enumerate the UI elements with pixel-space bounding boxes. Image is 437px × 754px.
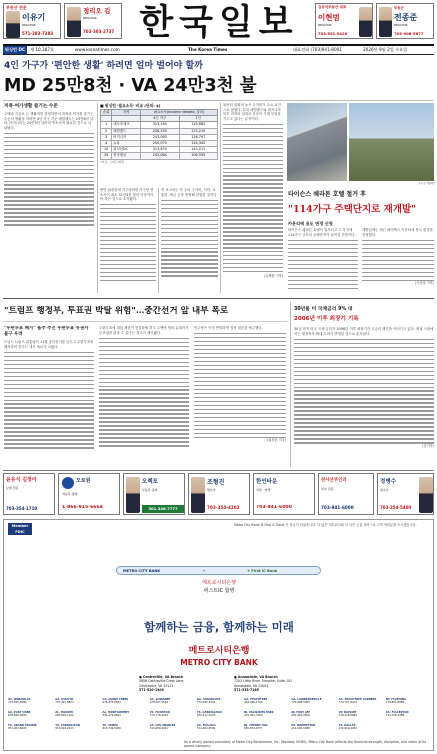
stats-table [100, 109, 218, 160]
ads-rule [3, 470, 434, 471]
branch-address: 5856 Centreville Crest Lane, [139, 679, 185, 684]
table-row [101, 122, 218, 128]
branch-address: 7202 Little River Turnpike, Suite 101 [234, 679, 293, 684]
table-cell: 143,011 [179, 147, 217, 153]
branch-grid-item [102, 724, 147, 736]
trump-subhead: "우편투표 폐지" 흘추 추진 우편투표 유권자 불구 우려 [4, 326, 89, 337]
ad-realtor-kim-tag: REALTOR [83, 16, 97, 20]
branch-phone: 770-495-3344 [196, 701, 216, 705]
branch-grid-item [386, 698, 431, 710]
trump-headline: "트럼프 행정부, 투표권 박탈 위험"…중간선거 앞 내부 폭로 [4, 306, 229, 316]
branch-city: GA. JOHNS CREEK [102, 698, 129, 701]
ad-realtor-lee-right-company: 김중석부동산 대표 [318, 5, 347, 9]
bank-stamp-line2: 퍼스트IC 합병 [203, 588, 235, 594]
table-cell: 106,555 [179, 153, 217, 159]
photo-store-shelves [287, 103, 347, 181]
lead-body-col2 [100, 188, 156, 290]
housing-headline: "114가구 주택단지로 재개발" [288, 204, 417, 215]
branch-phone: 213-459-4441 [149, 727, 169, 731]
trump-body-col3-text: 민주당은 즉각 반발하며 법적 대응을 예고했다. [194, 326, 263, 330]
dateline-url[interactable]: www.koreatimes.com [75, 47, 120, 52]
stats-table-body [101, 122, 218, 159]
branch-phone: 972-417-1970 [196, 714, 216, 718]
branch-phone: 718-661-8889 [385, 701, 405, 705]
branch-phone: 972-919-2222 [338, 727, 357, 731]
ad-realtor-kim-phone: 703-303-2737 [83, 29, 115, 34]
branch-grid-item [102, 711, 147, 723]
ad-local-3-phone: 301.346.7777 [142, 505, 184, 513]
fdic-label: FDIC [15, 530, 25, 534]
branch-grid-item [291, 724, 336, 736]
agent-photo [419, 477, 433, 513]
agent-photo [191, 477, 205, 513]
bank-ad [3, 519, 434, 751]
table-header: 순위 [101, 110, 112, 116]
agent-photo [126, 477, 140, 513]
table-cell: 뉴욕 [112, 141, 141, 147]
photo-caption-right: (구글 캡쳐) [419, 182, 434, 185]
branch-phone: 571-535-7165 [234, 688, 259, 693]
branch-city: AL. HOOVER [55, 711, 74, 714]
ad-local-6-tag: 여성 전문 [321, 487, 334, 491]
ad-realtor-jeon-phone: 703-906-5677 [394, 31, 424, 36]
branch-grid-item [102, 698, 147, 710]
ad-realtor-jeon-company: 부동산 [394, 6, 404, 10]
trump-byline: (워싱턴 지국) [267, 438, 286, 443]
table-cell: 124,342 [179, 141, 217, 147]
branch-phone: 571-520-1900 [139, 688, 164, 693]
branch-grid-item [8, 724, 53, 736]
ad-local-6-phone: 703-941-6000 [321, 505, 354, 510]
trump-rule [3, 321, 287, 322]
ad-local-1-tag: 보험 전문 [6, 486, 19, 490]
table-header: 지역 [112, 110, 141, 116]
table-cell: 매사추세츠 [112, 122, 141, 128]
ad-realtor-lee-right-name: 이현범 [318, 13, 340, 22]
edition-badge: 워싱턴 DC [4, 47, 26, 52]
branch-grid-item [55, 724, 100, 736]
table-cell: 129,882 [179, 122, 217, 128]
table-cell: 250,070 [141, 141, 179, 147]
branch-city: NY. FLUSHING [385, 698, 407, 701]
table-cell: 242,064 [141, 153, 179, 159]
rates-headline2: 2006년 이후 최장기 기록 [294, 316, 359, 322]
lead-body-col2-text: 반면 워싱턴에 거주하려면 가구당 연소득이 최소 31만3천 달러 이상이어야 하는 것으로 조사됐다. [100, 188, 154, 201]
bank-stamp [169, 579, 269, 595]
branch-phone: 404-260-1700 [244, 701, 263, 705]
ad-realtor-lee-tag: REALTOR [22, 23, 36, 27]
branch-phone: 334-279-8843 [102, 714, 121, 718]
branch-grid-item [8, 698, 53, 710]
masthead-title: 한국일보 [139, 3, 299, 43]
section-rule [3, 298, 434, 299]
ad-local-7-phone: 703-354-5400 [380, 505, 412, 510]
ad-local-4 [188, 473, 250, 515]
table-row [101, 134, 218, 140]
dateline-date: 2026년 9월 2일 수요일 [363, 47, 408, 52]
branch-grid-item [197, 698, 242, 710]
stats-table-source: *자료: 스마트애셋 [100, 159, 124, 164]
branch-city: TX. DALLAS [338, 724, 356, 727]
bank-left-brand: METRO CITY BANK [123, 569, 161, 573]
ad-local-5-name: 한인타운 [256, 479, 278, 485]
branch-grid-item [339, 724, 384, 736]
table-cell: 워싱턴DC [112, 147, 141, 153]
dateline-brand: The Korea Times [188, 47, 228, 52]
ad-realtor-lee-right [315, 3, 373, 39]
branch-grid-item [55, 711, 100, 723]
bank-merger-bar [116, 566, 321, 575]
table-subheader: 1인 [179, 116, 217, 122]
bank-stamp-line1: 메트로시티은행 [202, 580, 236, 586]
branch-phone: 770-727-6474 [338, 701, 357, 705]
branch-city: GA. SUWANEE [149, 698, 171, 701]
branch-phone: 770-638-1900 [291, 701, 310, 705]
agent-photo [6, 11, 20, 38]
branch-city: AL. MONTGOMERY [102, 711, 130, 714]
trump-body-col2-text: 우편투표에 대한 제한이 현실화될 경우 수백만 명의 유권자가 투표권을 잃을 수 있다는 경고가 제기됐다. [99, 326, 189, 335]
dateline-strip [3, 46, 434, 54]
branch-grid-item [244, 711, 289, 723]
table-cell: 2 [101, 128, 112, 134]
branch-city: GA. PEACHTREE [244, 698, 268, 701]
ad-realtor-lee-company: 부동산 전문 [6, 5, 27, 10]
lead-headline: MD 25만8천 · VA 24만3천 불 [4, 76, 257, 96]
arrow-right-icon: → [202, 569, 206, 573]
lead-subhead: 저축·여가생활 즐기는 수준 [4, 104, 58, 109]
table-cell: 313,165 [141, 122, 179, 128]
ad-local-7-tag: 변호사 [380, 488, 389, 492]
rates-body [294, 327, 434, 466]
trump-body-col3 [194, 326, 286, 466]
branch-phone: 201-947-0300 [291, 714, 310, 718]
branch-grid-item [386, 711, 431, 723]
rates-body-text: 30년 만기 미국 국채 금리가 2006년 이후 최장기간 고금리 행진을 이어가고 있다. 채권 시장에서는 재정적자 확대 우려가 반영된 것으로 분석된다. [294, 327, 434, 336]
table-cell: 메릴랜드 [112, 128, 141, 134]
branch-city: TX. CARROLLTON [196, 711, 222, 714]
lead-rule [3, 100, 434, 101]
housing-body-col1-text: 타이슨스 쉐라톤 호텔이 철거되고 그 부지에 114가구 규모의 주택단지가 들어설 전망이다. [288, 228, 356, 237]
bank-name-korean: 메트로시티은행 [188, 646, 250, 656]
bank-merger-notice: Metro City Bank 와 First IC Bank 가 하나가 되었습니다. 더 넓은 네트워크와 더 나은 금융 서비스로 고객 여러분을 모시겠습니다. [234, 523, 417, 527]
ad-realtor-lee-name: 이유기 [22, 13, 46, 22]
ad-local-2-phone: 1-866-915-6664 [62, 505, 103, 510]
ad-local-4-tag: 변호사 [207, 488, 216, 492]
table-cell: 4 [101, 141, 112, 147]
fdic-member-label: Member [11, 524, 29, 528]
lead-byline: (유제원 기자) [264, 274, 283, 279]
agent-photo [67, 7, 81, 37]
ad-local-4-name: 조형진 [207, 479, 225, 486]
branch-city: GA. PEACHTREE CORNERS [338, 698, 377, 701]
ad-local-1-name: 윤유식 김정아 [6, 477, 37, 483]
ad-local-5 [253, 473, 315, 515]
lead-body-col3 [161, 188, 218, 290]
table-cell: 전국평균 [112, 153, 141, 159]
branch-address: Centreville, VA 20121 [139, 683, 174, 688]
branch-centreville [139, 675, 219, 693]
lead-body-col4-text: 워싱턴 일원의 높은 주거비가 주요 요인으로 꼽혔다. 특히 메릴랜드와 버지니아 북부 지역의 임대료 상승이 가계 부담을 키우고 있다는 분석이다. [223, 103, 281, 121]
branch-phone: 972-903-6900 [8, 727, 27, 731]
branch-phone: 714-738-4988 [385, 714, 405, 718]
masthead-rule-bottom [3, 54, 434, 55]
trump-body-col1 [4, 340, 94, 466]
ad-realtor-jeon-name: 전종준 [394, 13, 418, 22]
bank-footnote: As a wholly owned subsidiary of Metro City Bankshares, Inc. (Nasdaq: MCBS), Metro City Bank reflects the financial strength, discipline, and vision of its parent company. [184, 740, 427, 749]
lead-kicker: 4인 가구가 '편안한 생활' 하려면 얼마 벌어야 할까 [4, 61, 203, 71]
branch-grid-item [8, 711, 53, 723]
table-row [101, 147, 218, 153]
ad-local-1-phone: 703-354-1710 [6, 506, 38, 511]
ad-local-1 [3, 473, 55, 515]
branch-name: ● Centreville, VA Branch [139, 675, 184, 679]
dateline-issue: 제 10,387호 [30, 47, 55, 52]
branch-address: Annandale, VA 22003 [234, 683, 269, 688]
bank-name-english: METRO CITY BANK [180, 658, 258, 667]
ad-local-7-name: 정병수 [380, 479, 396, 485]
ad-realtor-jeon-tag: REALTOR [394, 23, 408, 27]
branch-phone: 770-497-8833 [55, 701, 74, 705]
dateline-phone: 대표전화 (703)941-8001 [293, 47, 342, 52]
agent-photo [379, 7, 392, 37]
branch-phone: 770-455-4989 [8, 701, 27, 705]
table-cell: 버지니아 [112, 134, 141, 140]
housing-kicker: 타이슨스 쉐라톤 호텔 철거 후 [288, 191, 366, 198]
table-header: 필요소득(Income needed, 달러) [141, 110, 218, 116]
branch-grid-item [339, 698, 384, 710]
branch-grid-item [291, 698, 336, 710]
lead-body-col4 [223, 103, 283, 290]
branch-grid-item [339, 711, 384, 723]
branch-city: GA. DORAVILLE [8, 698, 31, 701]
lead-body-col1 [4, 112, 94, 267]
branch-phone: 678-466-1880 [8, 714, 27, 718]
branch-phone: 813-749-5000 [102, 727, 121, 731]
branch-phone: 718-224-8883 [338, 714, 357, 718]
ad-local-5-phone: 703-941-6000 [256, 505, 292, 510]
photo-house [349, 103, 434, 181]
branch-phone: 713-776-4433 [149, 714, 169, 718]
fdic-badge [8, 523, 32, 535]
branch-city: NJ. PALISADES PARK [244, 711, 274, 714]
table-row [101, 128, 218, 134]
table-cell: 126,797 [179, 134, 217, 140]
branch-city: CA. Fullerton [196, 724, 216, 727]
table-subheader: 4인 가구 [141, 116, 179, 122]
branch-grid-item [150, 724, 195, 736]
table-cell: 258,250 [141, 128, 179, 134]
ad-realtor-jeon [376, 3, 434, 39]
branch-grid-item [244, 724, 289, 736]
rates-byline: (김기자) [422, 443, 434, 448]
bank-right-brand: + First IC Bank [247, 569, 278, 573]
table-cell: 1 [101, 122, 112, 128]
table-row [101, 141, 218, 147]
branch-phone: 678-474-8833 [102, 701, 121, 705]
branch-annandale [234, 675, 319, 693]
housing-subhead: 카운티에 용도 변경 신청 [288, 221, 333, 226]
branch-phone: 678-207-5544 [149, 701, 169, 705]
ad-local-6 [318, 473, 374, 515]
branch-city: NY. MANHATTAN [291, 724, 316, 727]
trump-body-col1-text: 도널드 트럼프 대통령이 11월 중간선거를 앞두고 우편투표를 폐지하려 한다는 내부 폭로가 나왔다. [4, 340, 94, 349]
col-divider [290, 302, 291, 467]
trump-body-col2 [99, 326, 189, 466]
branch-grid [8, 698, 431, 736]
branch-phone: 201-461-7200 [244, 714, 263, 718]
stats-table-block [100, 103, 218, 185]
branch-city: TX. CARROLLTON [55, 724, 81, 727]
ad-realtor-kim [64, 3, 122, 39]
ad-local-3-name: 오렉포 [142, 479, 158, 485]
ad-local-4-phone: 703-354-4202 [207, 505, 240, 510]
ad-local-2-tag: 자동차 판매 [62, 492, 78, 496]
branch-grid-item [291, 711, 336, 723]
ad-local-2-name: 오토원 [76, 478, 91, 484]
branch-grid-item [150, 698, 195, 710]
col-divider [220, 103, 221, 293]
branch-phone: 212-691-1088 [291, 727, 310, 731]
branch-grid-item [55, 698, 100, 710]
lead-body-col1-text: 주택과 식음료 등 생활비를 충당하면서 저축과 여가를 즐기는 수준의 생활을 하려면 4인 가구 기준 메릴랜드는 25만8천 달러, 버지니아는 24만3천 달러의 연소득이 필요한 것으로 나타났다. [4, 112, 94, 130]
ad-realtor-lee-phone: 571-283-7383 [22, 31, 54, 36]
ad-local-6-name: 천사산부인과 [321, 478, 347, 483]
housing-body-col2 [362, 228, 434, 293]
branch-grid-item [244, 698, 289, 710]
ad-logo-icon [62, 477, 74, 489]
housing-byline: (이창열 기자) [415, 280, 434, 285]
branch-city: GA. LAWRENCEVILLE [291, 698, 322, 701]
table-cell: 10 [101, 147, 112, 153]
col-divider [97, 103, 98, 293]
branch-phone: 714-462-8500 [196, 727, 216, 731]
bank-slogan: 함께하는 금융, 함께하는 미래 [144, 620, 294, 634]
branch-city: NJ. FORT LEE [291, 711, 311, 714]
ad-local-7 [377, 473, 434, 515]
col-divider [158, 188, 159, 293]
branch-grid-item [150, 711, 195, 723]
branch-city: NJ. CHERRY HILL [244, 724, 269, 727]
table-cell: 123,219 [179, 128, 217, 134]
branch-city: CA. FULLERTON [385, 711, 409, 714]
branch-phone: 856-874-0777 [244, 727, 263, 731]
table-cell: 243,080 [141, 134, 179, 140]
agent-photo [359, 7, 372, 37]
table-cell: 313,870 [141, 147, 179, 153]
branch-city: GA. DULUTH [55, 698, 74, 701]
branch-city: TX. GRAND PRAIRIE [8, 724, 37, 727]
ad-realtor-lee-right-phone: 703.851.9426 [318, 31, 348, 36]
branch-city: CA. LOS ANGELES [149, 724, 176, 727]
branch-city: TX. TAMPA [102, 724, 118, 727]
ad-realtor-kim-name: 정리오 김 [83, 7, 111, 15]
branch-phone: 205-839-1100 [55, 714, 74, 718]
branch-city: GA. EAST COBB [8, 711, 31, 714]
ad-realtor-lee-left [3, 3, 61, 39]
ad-local-3 [123, 473, 185, 515]
housing-body-col2-text: 개발업체는 최근 페어팩스 카운티에 용도 변경을 신청했다. [362, 228, 433, 237]
branch-phone: 972-919-2223 [55, 727, 74, 731]
lead-body-col3-text: 이 보고서는 각 주의 주거비, 식비, 교통비, 세금 등을 반영해 산출한 것이다. [161, 188, 218, 197]
branch-grid-item [197, 724, 242, 736]
table-cell: 35 [101, 153, 112, 159]
branch-city: NY. BAYSIDE [338, 711, 357, 714]
ad-local-3-tag: 부동산 중개 [142, 488, 158, 492]
local-ads-row [3, 473, 434, 515]
branch-grid-item [197, 711, 242, 723]
table-cell: 3 [101, 134, 112, 140]
housing-body-col1 [288, 228, 358, 293]
ad-realtor-lee-right-tag: REALTOR [318, 23, 332, 27]
table-row [101, 153, 218, 159]
rates-headline1: 30년물 미 국채금리 9% 대 [294, 307, 353, 312]
branch-name: ● Annandale, VA Branch [234, 675, 278, 679]
branch-city: GA. SUGARLOAF [196, 698, 221, 701]
stats-table-title: ■ 워싱턴 '필요소득' 비교 (단위: $) [100, 103, 161, 108]
branch-city: TX. HOUSTON [149, 711, 170, 714]
ad-local-5-tag: 식당 · 마켓 [256, 488, 271, 492]
ad-local-2 [58, 473, 120, 515]
